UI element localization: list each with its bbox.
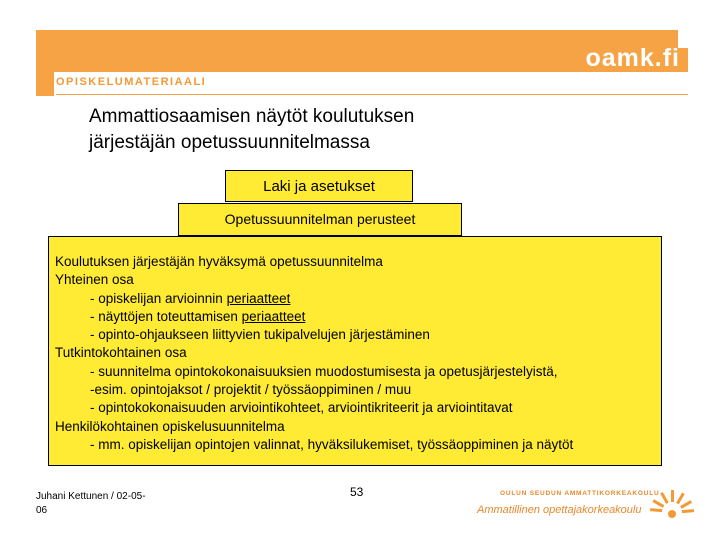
footer-author-line-2: 06 [36, 505, 48, 516]
degree-item-examples: -esim. opintojaksot / projektit / työssäoppiminen / muu [90, 382, 412, 398]
law-box [225, 170, 413, 202]
page-number: 53 [350, 485, 364, 499]
curriculum-box [48, 236, 662, 466]
common-item-assessment-text: - opiskelijan arvioinnin [90, 290, 227, 306]
curriculum-base-label: Opetussuunnitelman perusteet [224, 211, 416, 227]
common-item-demonstrations-link: periaatteet [241, 308, 306, 324]
footer-author-line-1: Juhani Kettunen / 02-05- [36, 491, 146, 502]
common-item-guidance: - opinto-ohjaukseen liittyvien tukipalvelujen järjestäminen [90, 327, 430, 343]
common-item-demonstrations-text: - näyttöjen toteuttamisen [90, 308, 242, 324]
header-side-band [36, 72, 54, 96]
footer-author [36, 490, 166, 518]
slide-title-line-2: järjestäjän opetussuunnitelmassa [89, 132, 370, 153]
school-name: OULUN SEUDUN AMMATTIKORKEAKOULU [500, 490, 660, 497]
slide-title [89, 104, 649, 156]
header-rule [56, 94, 688, 95]
sunburst-logo-icon [650, 488, 694, 522]
curriculum-heading: Koulutuksen järjestäjän hyväksymä opetussuunnitelma [55, 254, 383, 269]
degree-item-criteria: - opintokokonaisuuden arviointikohteet, arviointikriteerit ja arviointitavat [90, 400, 513, 416]
personal-plan-heading: Henkilökohtainen opiskelusuunnitelma [55, 418, 285, 434]
material-label: OPISKELUMATERIAALI [56, 76, 207, 88]
slide-title-line-1: Ammattiosaamisen näytöt koulutuksen [89, 106, 415, 127]
common-item-demonstrations [55, 308, 661, 326]
common-item-assessment-link: periaatteet [226, 290, 291, 306]
common-item-assessment [55, 290, 661, 308]
degree-part-heading: Tutkintokohtainen osa [55, 345, 187, 361]
brand-logo-text: oamk.fi [585, 44, 680, 72]
common-part-heading: Yhteinen osa [55, 272, 134, 288]
law-box-label: Laki ja asetukset [263, 178, 375, 195]
school-unit-name: Ammatillinen opettajakorkeakoulu [477, 504, 642, 516]
curriculum-base-box [178, 203, 462, 236]
personal-plan-item: - mm. opiskelijan opintojen valinnat, hyväksilukemiset, työssäoppiminen ja näytöt [90, 436, 574, 452]
degree-item-plan: - suunnitelma opintokokonaisuuksien muodostumisesta ja opetusjärjestelyistä, [90, 363, 558, 379]
